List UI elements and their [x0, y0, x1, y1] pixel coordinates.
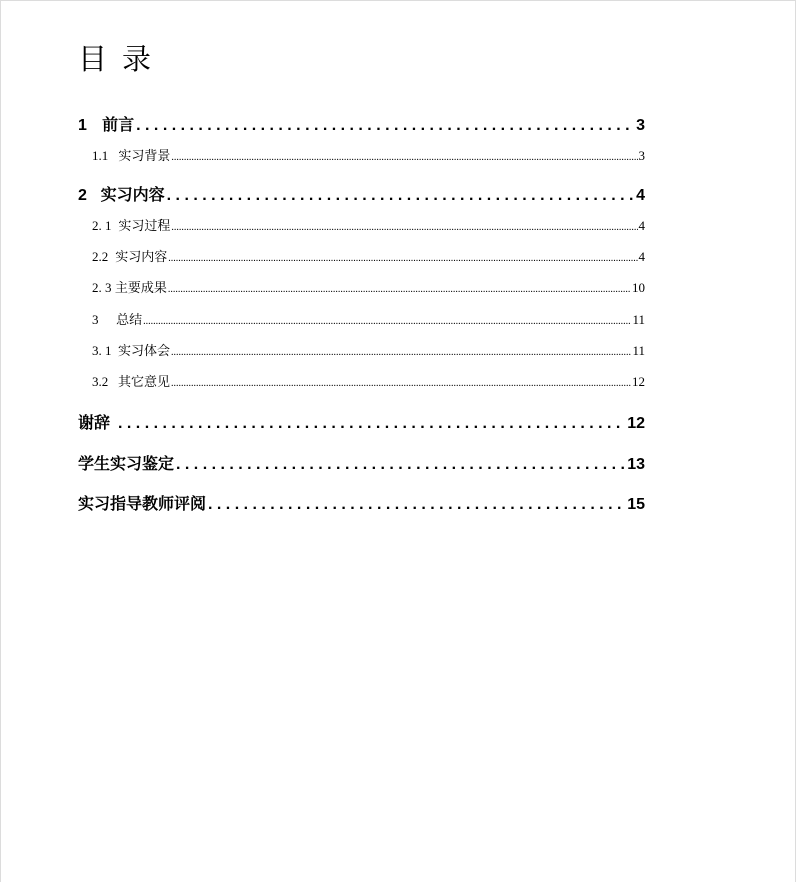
toc-entry-title: 实习体会 [118, 343, 171, 358]
toc-dot-leader [171, 343, 631, 359]
toc-dot-leader [176, 456, 625, 474]
toc-dot-leader [171, 218, 637, 234]
toc-entry[interactable] [92, 145, 645, 164]
toc-dot-leader [171, 148, 637, 164]
toc-entry-number: 3 [92, 312, 99, 327]
toc-entry-page: 3 [636, 117, 645, 134]
toc-dot-leader [167, 187, 634, 205]
toc-entry-title: 实习指导教师评阅 [78, 496, 207, 513]
toc-entry-title: 实习背景 [118, 148, 171, 163]
toc-entry-number: 1 [78, 117, 87, 134]
toc-entry-page: 12 [632, 374, 645, 389]
toc-entry-page: 3 [638, 148, 645, 163]
toc-dot-leader [136, 117, 634, 135]
toc-dot-leader [118, 415, 625, 433]
toc-dot-leader [168, 249, 637, 265]
toc-entry-number: 2. 3 [92, 280, 112, 295]
toc-entry-title: 总结 [116, 312, 143, 327]
toc-dot-leader [171, 374, 631, 390]
toc-entry-page: 11 [632, 343, 645, 358]
toc-entry-page: 4 [636, 187, 645, 204]
toc-entry-title: 主要成果 [114, 280, 167, 295]
toc-entry[interactable] [92, 215, 645, 234]
toc-entry-page: 10 [632, 280, 645, 295]
toc-dot-leader [143, 312, 631, 328]
toc-heading-char-1: 目 [78, 42, 110, 76]
toc-entry[interactable] [92, 246, 645, 265]
toc-entry-title: 其它意见 [117, 374, 170, 389]
toc-heading-char-2: 录 [122, 42, 154, 76]
toc-entry[interactable] [92, 277, 645, 296]
toc-entry-number: 2 [78, 187, 87, 204]
toc-entry-number: 1.1 [92, 148, 109, 163]
toc-entry-title: 学生实习鉴定 [78, 456, 175, 473]
toc-entry-number: 3.2 [92, 374, 109, 389]
toc-entry-title: 前言 [102, 117, 135, 134]
toc-entry-title: 实习内容 [100, 187, 165, 204]
toc-entry-page: 12 [627, 415, 645, 432]
toc-entry-page: 13 [627, 456, 645, 473]
toc-entry[interactable] [78, 451, 645, 474]
toc-dot-leader [168, 280, 631, 296]
toc-entry-page: 4 [638, 249, 645, 264]
toc-entry-number: 2. 1 [92, 218, 112, 233]
toc-entry-page: 4 [638, 218, 645, 233]
toc-entry[interactable] [92, 340, 645, 359]
toc-dot-leader [208, 496, 625, 514]
toc-entry-number: 3. 1 [92, 343, 112, 358]
toc-entry-page: 15 [627, 496, 645, 513]
toc-entry[interactable] [78, 491, 645, 514]
toc-entry-title: 实习内容 [115, 249, 168, 264]
toc-entry-number: 2.2 [92, 249, 109, 264]
toc-entry[interactable] [78, 410, 645, 433]
toc-heading [78, 37, 153, 78]
toc-entry[interactable] [92, 309, 645, 328]
toc-entry[interactable] [92, 371, 645, 390]
toc-entry-page: 11 [632, 312, 645, 327]
toc-entry[interactable] [78, 182, 645, 205]
toc-entry-title: 谢辞 [78, 415, 111, 432]
toc-entry[interactable] [78, 112, 645, 135]
toc-entry-title: 实习过程 [118, 218, 171, 233]
